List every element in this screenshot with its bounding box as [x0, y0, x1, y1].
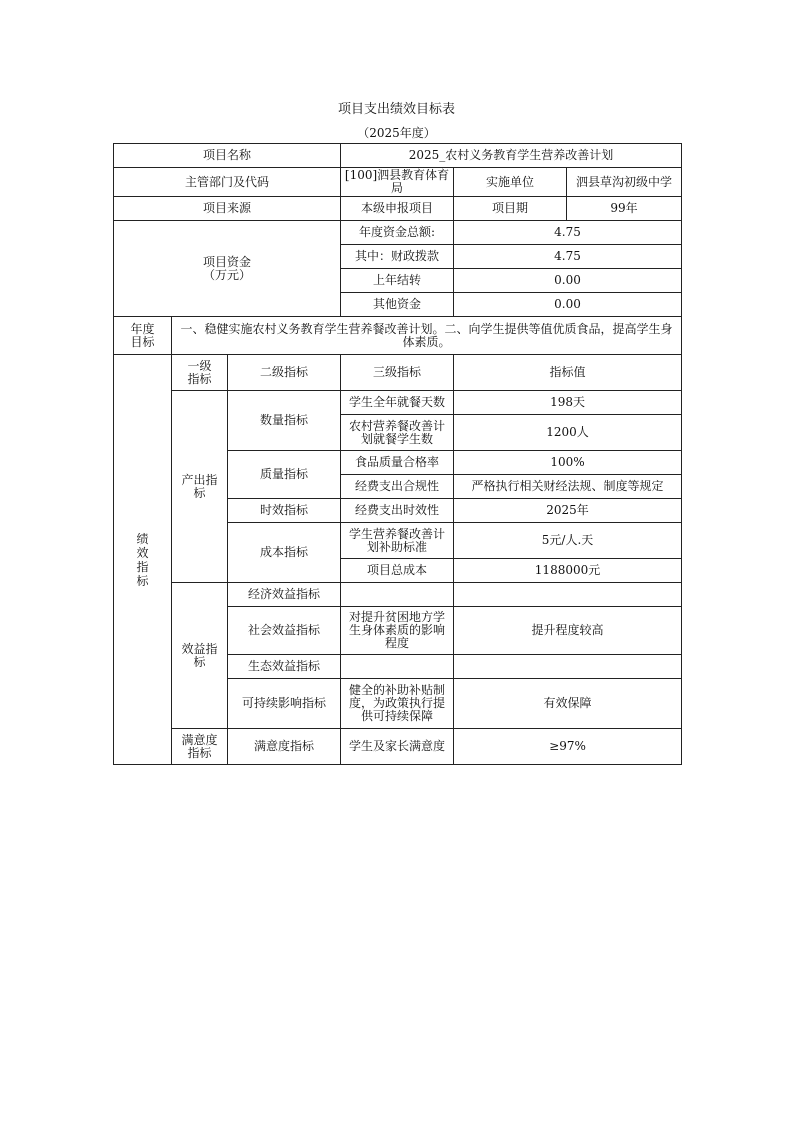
q2-name-line1: 农村营养餐改善计 — [349, 418, 446, 433]
satisfaction-label-line1: 满意度 — [181, 732, 218, 747]
q2-value: 1200人 — [454, 415, 682, 451]
header-level1-line2: 指标 — [187, 371, 212, 386]
c2-name: 项目总成本 — [341, 559, 454, 583]
satisfaction-label-line2: 指标 — [187, 745, 212, 760]
c1-name-line2: 划补助标准 — [367, 539, 428, 554]
source-value: 本级申报项目 — [341, 197, 454, 221]
funds-other-label: 其他资金 — [341, 293, 454, 317]
s1-name-line1: 对提升贫困地方学 — [349, 610, 446, 624]
funds-fiscal-value: 4.75 — [454, 245, 682, 269]
department-label: 主管部门及代码 — [114, 168, 341, 197]
funds-label-line1: 项目资金 — [203, 254, 252, 269]
benefit-label — [172, 583, 228, 729]
output-label-line2: 标 — [193, 485, 206, 500]
su1-name-line3: 供可持续保障 — [361, 709, 434, 723]
q2-name-line2: 划就餐学生数 — [361, 431, 434, 446]
document-title: 项目支出绩效目标表 — [337, 102, 455, 117]
satisfaction-level2: 满意度指标 — [228, 729, 341, 765]
performance-table — [113, 143, 682, 765]
project-name-value: 2025_农村义务教育学生营养改善计划 — [341, 144, 682, 168]
qa2-name: 经费支出合规性 — [341, 475, 454, 499]
period-value: 99年 — [567, 197, 682, 221]
s1-name-line2: 生身体素质的影响 — [349, 623, 446, 637]
objective-label — [114, 317, 172, 355]
output-label-line1: 产出指 — [181, 472, 218, 487]
funds-carryover-value: 0.00 — [454, 269, 682, 293]
header-level1 — [172, 355, 228, 391]
funds-label — [114, 221, 341, 317]
department-value: [100]泗县教育体育局 — [341, 168, 454, 197]
t1-value: 2025年 — [454, 499, 682, 523]
header-level1-line1: 一级 — [187, 358, 212, 373]
q1-value: 198天 — [454, 391, 682, 415]
c1-value: 5元/人.天 — [454, 523, 682, 559]
header-level2: 二级指标 — [228, 355, 341, 391]
sustainable-label: 可持续影响指标 — [228, 679, 341, 729]
timeliness-label: 时效指标 — [228, 499, 341, 523]
su1-name — [341, 679, 454, 729]
satisfaction-name: 学生及家长满意度 — [341, 729, 454, 765]
objective-label-line1: 年度 — [130, 321, 155, 336]
c2-value: 1188000元 — [454, 559, 682, 583]
qa1-value: 100% — [454, 451, 682, 475]
objective-text: 一、稳健实施农村义务教育学生营养餐改善计划。二、向学生提供等值优质食品，提高学生身体素质。 — [172, 317, 682, 355]
su1-name-line1: 健全的补助补贴制 — [349, 683, 446, 697]
header-level3: 三级指标 — [341, 355, 454, 391]
su1-value: 有效保障 — [454, 679, 682, 729]
economic-value-empty — [454, 583, 682, 607]
row-department — [114, 168, 682, 197]
row-objective — [114, 317, 682, 355]
social-label: 社会效益指标 — [228, 607, 341, 655]
row-indicator-header — [114, 355, 682, 391]
c1-name — [341, 523, 454, 559]
s1-name-line3: 程度 — [385, 636, 410, 650]
benefit-label-line2: 标 — [193, 654, 206, 669]
s1-value: 提升程度较高 — [454, 607, 682, 655]
quantity-label: 数量指标 — [228, 391, 341, 451]
funds-total-value: 4.75 — [454, 221, 682, 245]
s1-name — [341, 607, 454, 655]
q1-name: 学生全年就餐天数 — [341, 391, 454, 415]
project-name-label: 项目名称 — [114, 144, 341, 168]
row-funds-total — [114, 221, 682, 245]
t1-name: 经费支出时效性 — [341, 499, 454, 523]
q2-name — [341, 415, 454, 451]
funds-other-value: 0.00 — [454, 293, 682, 317]
source-label: 项目来源 — [114, 197, 341, 221]
row-satisfaction — [114, 729, 682, 765]
output-label — [172, 391, 228, 583]
ecological-label: 生态效益指标 — [228, 655, 341, 679]
c1-name-line1: 学生营养餐改善计 — [349, 526, 446, 541]
economic-name-empty — [341, 583, 454, 607]
unit-value: 泗县草沟初级中学 — [567, 168, 682, 197]
qa2-value: 严格执行相关财经法规、制度等规定 — [454, 475, 682, 499]
satisfaction-label — [172, 729, 228, 765]
funds-carryover-label: 上年结转 — [341, 269, 454, 293]
document-year: （2025年度） — [357, 126, 436, 140]
satisfaction-value: ≥97% — [454, 729, 682, 765]
row-output-q1 — [114, 391, 682, 415]
quality-label: 质量指标 — [228, 451, 341, 499]
benefit-label-line1: 效益指 — [181, 641, 218, 656]
objective-label-line2: 目标 — [130, 334, 155, 349]
funds-fiscal-label: 其中：财政拨款 — [341, 245, 454, 269]
unit-label: 实施单位 — [454, 168, 567, 197]
indicator-group-char: 标 — [136, 573, 149, 588]
indicator-group-char: 效 — [136, 545, 149, 560]
row-benefit-economic — [114, 583, 682, 607]
cost-label: 成本指标 — [228, 523, 341, 583]
qa1-name: 食品质量合格率 — [341, 451, 454, 475]
indicator-group-char: 指 — [136, 559, 149, 574]
period-label: 项目期 — [454, 197, 567, 221]
ecological-value-empty — [454, 655, 682, 679]
header-value: 指标值 — [454, 355, 682, 391]
funds-label-line2: （万元） — [203, 267, 252, 282]
ecological-name-empty — [341, 655, 454, 679]
indicator-group-label — [114, 355, 172, 765]
su1-name-line2: 度，为政策执行提 — [349, 696, 446, 710]
row-source — [114, 197, 682, 221]
economic-label: 经济效益指标 — [228, 583, 341, 607]
row-project-name — [114, 144, 682, 168]
indicator-group-char: 绩 — [136, 531, 149, 546]
funds-total-label: 年度资金总额: — [341, 221, 454, 245]
